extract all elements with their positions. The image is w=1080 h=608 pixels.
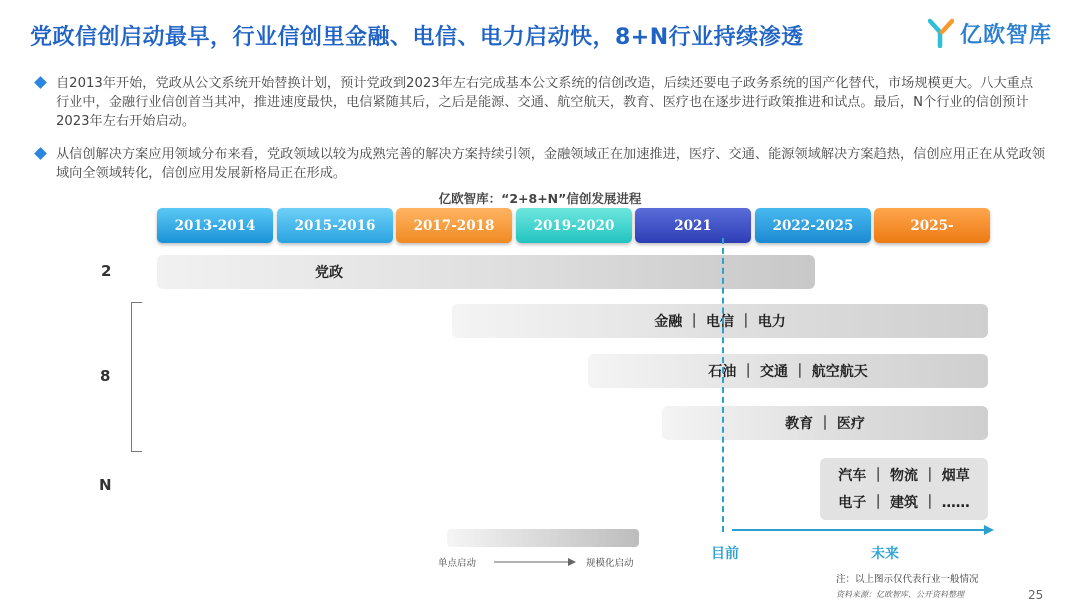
page-title: 党政信创启动最早，行业信创里金融、电信、电力启动快，8+N行业持续渗透 bbox=[30, 25, 804, 50]
level-label-2: 2 bbox=[101, 262, 112, 280]
bar-label: 教育 ｜ 医疗 bbox=[785, 416, 865, 432]
now-label: 目前 bbox=[711, 546, 739, 562]
period-box: 2017-2018 bbox=[396, 208, 512, 243]
period-box: 2022-2025 bbox=[755, 208, 871, 243]
diamond-bullet-icon bbox=[34, 147, 47, 160]
level-label-8: 8 bbox=[100, 367, 111, 385]
brand-logo bbox=[928, 16, 1052, 50]
source-note: 资料来源：亿欧智库、公开资料整理 bbox=[836, 590, 964, 599]
bar-label: 汽车 ｜ 物流 ｜ 烟草 bbox=[838, 468, 970, 484]
period-box: 2015-2016 bbox=[277, 208, 393, 243]
progress-bar-oil bbox=[588, 354, 988, 388]
current-time-divider bbox=[722, 238, 724, 532]
logo-icon bbox=[928, 18, 954, 48]
footnote: 注：以上图示仅代表行业一般情况 bbox=[836, 574, 979, 585]
progress-bar-education bbox=[662, 406, 988, 440]
level-label-n: N bbox=[99, 476, 112, 494]
progress-bar-n-industries bbox=[820, 458, 988, 520]
period-box: 2019-2020 bbox=[516, 208, 632, 243]
bar-label: 党政 bbox=[315, 265, 343, 281]
progress-bar-dangzheng bbox=[157, 255, 815, 289]
bullet-paragraph bbox=[36, 74, 1046, 131]
future-arrow-icon bbox=[732, 524, 994, 536]
legend-gradient-bar bbox=[447, 529, 639, 547]
bar-label: 电子 ｜ 建筑 ｜ …… bbox=[838, 495, 970, 511]
progress-bar-finance bbox=[452, 304, 988, 338]
legend-arrow-icon bbox=[494, 556, 576, 568]
period-box: 2021 bbox=[635, 208, 751, 243]
period-box: 2025- bbox=[874, 208, 990, 243]
future-label: 未来 bbox=[871, 546, 899, 562]
bullet-paragraph bbox=[36, 145, 1046, 183]
page-number: 25 bbox=[1028, 588, 1044, 602]
chart-title: 亿欧智库：“2+8+N”信创发展进程 bbox=[438, 191, 642, 206]
period-box: 2013-2014 bbox=[157, 208, 273, 243]
bullet-text: 自2013年开始，党政从公文系统开始替换计划，预计党政到2023年左右完成基本公文系统的信创改造，后续还要电子政务系统的国产化替代，市场规模更大。八大重点行业中，金融行业信创首当其冲，推进速度最快，电信紧随其后，之后是能源、交通、航空航天，教育、医疗也在逐步进行政策推进和试点。最后，N个行业的信创预计2023年左右开始启动。 bbox=[56, 76, 1034, 129]
bullet-text: 从信创解决方案应用领域分布来看，党政领域以较为成熟完善的解决方案持续引领，金融领域正在加速推进，医疗、交通、能源领域解决方案趋热，信创应用正在从党政领域向全领域转化，信创应用发展新格局正在形成。 bbox=[56, 147, 1046, 181]
logo-text: 亿欧智库 bbox=[959, 22, 1052, 48]
legend-start-label: 单点启动 bbox=[438, 558, 477, 569]
bracket bbox=[131, 302, 142, 452]
bar-label: 金融 ｜ 电信 ｜ 电力 bbox=[654, 314, 786, 330]
legend-end-label: 规模化启动 bbox=[586, 558, 634, 569]
diamond-bullet-icon bbox=[34, 76, 47, 89]
bar-label: 石油 ｜ 交通 ｜ 航空航天 bbox=[708, 364, 868, 380]
